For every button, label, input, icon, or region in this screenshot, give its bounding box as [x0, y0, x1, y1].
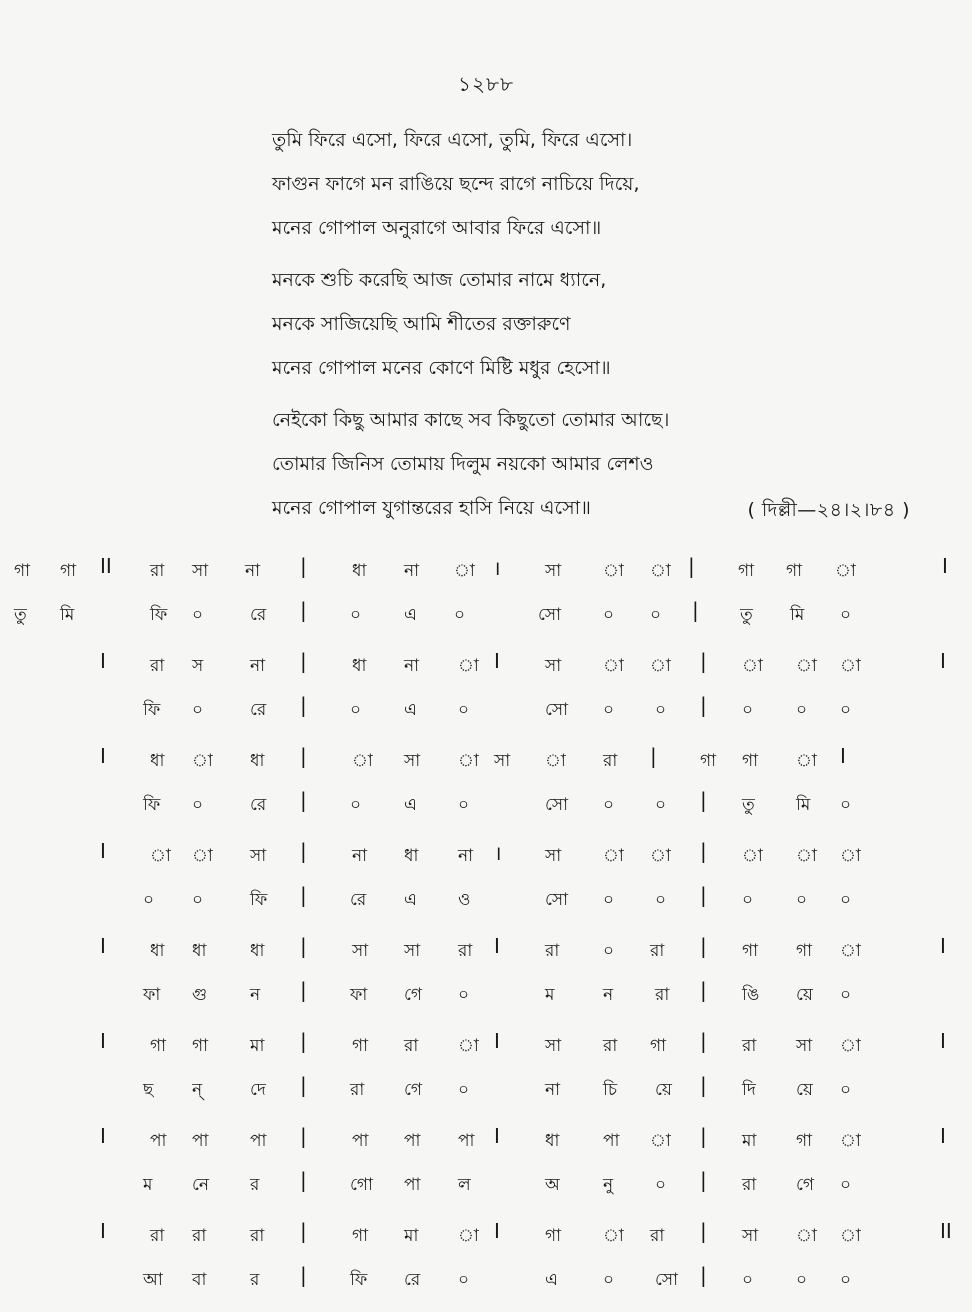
lyric-syllable: ০ [458, 1270, 470, 1290]
lyric-syllable: আ [143, 1270, 163, 1290]
lyric-syllable: দি [742, 1080, 756, 1100]
notation-note-row [0, 1118, 972, 1162]
bar-line: I [494, 1124, 500, 1148]
bar-line: | [700, 649, 707, 673]
note-symbol: া [840, 656, 861, 676]
note-symbol: রা [404, 1036, 419, 1056]
lyric-syllable: ০ [458, 1080, 470, 1100]
notation-note-row [0, 1023, 972, 1067]
bar-line: | [700, 1168, 707, 1192]
notation-note-row [0, 643, 972, 687]
lyric-syllable: নু [603, 1175, 614, 1195]
note-symbol: া [840, 1036, 861, 1056]
lyric-syllable: সো [545, 795, 569, 815]
note-symbol: ধা [250, 941, 265, 961]
bar-line: I [100, 649, 106, 673]
note-symbol: া [150, 846, 171, 866]
lyric-syllable: ফি [143, 795, 161, 815]
lyric-syllable: ফি [143, 700, 161, 720]
lyric-syllable: রে [250, 605, 267, 625]
lyric-syllable: ও [458, 890, 471, 910]
lyric-syllable: মি [796, 795, 811, 815]
lyric-syllable: বা [192, 1270, 207, 1290]
note-symbol: পা [150, 1131, 167, 1151]
lyric-syllable: নে [192, 1175, 210, 1195]
lyric-syllable: ০ [454, 605, 466, 625]
note-symbol: রা [742, 1036, 757, 1056]
lyric-syllable: এ [404, 890, 417, 910]
note-symbol: ধা [404, 846, 419, 866]
source-citation: ( দিল্লী—২৪।২।৮৪ ) [747, 499, 910, 521]
lyric-syllable: ০ [796, 700, 808, 720]
note-symbol: সা [404, 751, 421, 771]
note-symbol: া [742, 656, 763, 676]
bar-line: I [494, 649, 500, 673]
lyric-syllable: র [250, 1270, 260, 1290]
lyric-syllable: অ [545, 1175, 560, 1195]
notation-lyric-row [0, 1257, 972, 1301]
note-symbol: গা [796, 1131, 813, 1151]
lyric-syllable: ম [545, 985, 555, 1005]
note-symbol: া [650, 1131, 671, 1151]
lyric-syllable: ফি [250, 890, 268, 910]
notation-lyric-row [0, 782, 972, 826]
lyric-syllable: ০ [603, 890, 615, 910]
note-symbol: না [250, 656, 266, 676]
lyric-syllable: মি [60, 605, 75, 625]
lyric-syllable: ০ [143, 890, 155, 910]
lyric-syllable: ন [603, 985, 614, 1005]
notation-system [0, 643, 972, 738]
bar-line: II [940, 1219, 952, 1243]
stanza [272, 118, 912, 250]
bar-line: I [100, 1029, 106, 1053]
bar-line: | [300, 1124, 307, 1148]
lyric-syllable: য়ে [796, 1080, 813, 1100]
lyric-syllable: না [545, 1080, 561, 1100]
note-symbol: না [352, 846, 368, 866]
lyric-syllable: দে [250, 1080, 266, 1100]
note-symbol: মা [742, 1131, 757, 1151]
notation-system [0, 1118, 972, 1213]
note-symbol: গা [545, 1226, 562, 1246]
note-symbol: ধা [192, 941, 207, 961]
note-symbol: া [458, 656, 479, 676]
stanza [272, 258, 912, 390]
lyric-syllable: ০ [742, 700, 754, 720]
lyric-syllable: ০ [350, 700, 362, 720]
note-symbol: রা [250, 1226, 265, 1246]
note-symbol: গা [742, 751, 759, 771]
bar-line: | [700, 978, 707, 1002]
lyric-line: মনকে শুচি করেছি আজ তোমার নামে ধ্যানে, [272, 269, 607, 291]
note-symbol: া [192, 846, 213, 866]
note-symbol: না [404, 656, 420, 676]
bar-line: I [100, 934, 106, 958]
bar-line: | [300, 788, 307, 812]
lyric-syllable: ফা [143, 985, 161, 1005]
lyric-syllable: ফি [150, 605, 168, 625]
lyric-line: মনকে সাজিয়েছি আমি শীতের রক্তারুণে [272, 313, 571, 335]
note-symbol: া [352, 751, 373, 771]
lyric-syllable: ফি [350, 1270, 368, 1290]
lyric-syllable: রে [250, 795, 267, 815]
note-symbol: সা [742, 1226, 759, 1246]
note-symbol: া [835, 561, 856, 581]
lyric-syllable: ০ [655, 1175, 667, 1195]
lyric-line: তুমি ফিরে এসো, ফিরে এসো, তুমি, ফিরে এসো। [272, 129, 633, 151]
lyric-line: ফাগুন ফাগে মন রাঙিয়ে ছন্দে রাগে নাচিয়ে দিয়ে, [272, 173, 640, 195]
notation-note-row [0, 548, 972, 592]
lyric-syllable: ০ [458, 985, 470, 1005]
lyric-syllable: এ [545, 1270, 558, 1290]
note-symbol: া [192, 751, 213, 771]
note-symbol: গা [700, 751, 717, 771]
notation-note-row [0, 833, 972, 877]
bar-line: I [494, 1219, 500, 1243]
bar-line: | [700, 1263, 707, 1287]
note-symbol: ধা [352, 656, 367, 676]
lyric-syllable: গো [350, 1175, 373, 1195]
note-symbol: সা [796, 1036, 813, 1056]
note-symbol: গা [738, 561, 755, 581]
notation-system [0, 738, 972, 833]
bar-line: I [940, 1124, 946, 1148]
bar-line: I [940, 934, 946, 958]
lyric-syllable: ০ [840, 890, 852, 910]
note-symbol: ধা [250, 751, 265, 771]
lyric-syllable: ০ [350, 795, 362, 815]
lyric-line: মনের গোপাল মনের কোণে মিষ্টি মধুর হেসো॥ [272, 357, 611, 379]
notation-system [0, 928, 972, 1023]
lyric-syllable: সো [545, 700, 569, 720]
lyric-syllable: ফা [350, 985, 368, 1005]
note-symbol: রা [603, 1036, 618, 1056]
lyric-line: মনের গোপাল অনুরাগে আবার ফিরে এসো॥ [272, 217, 602, 239]
lyric-syllable: র [250, 1175, 260, 1195]
note-symbol: রা [545, 941, 560, 961]
lyric-syllable: রা [350, 1080, 365, 1100]
note-symbol: সা [352, 941, 369, 961]
lyric-syllable: ০ [603, 700, 615, 720]
lyric-syllable: রা [742, 1175, 757, 1195]
note-symbol: সা [494, 751, 511, 771]
note-symbol: া [742, 846, 763, 866]
notation-lyric-row [0, 972, 972, 1016]
bar-line: | [300, 883, 307, 907]
note-symbol: সা [250, 846, 267, 866]
notation-note-row [0, 928, 972, 972]
lyric-syllable: রে [350, 890, 367, 910]
lyric-syllable: ঙি [742, 985, 760, 1005]
note-symbol: ধা [545, 1131, 560, 1151]
lyric-syllable: ০ [655, 700, 667, 720]
note-symbol: না [404, 561, 420, 581]
lyric-syllable: ম [143, 1175, 153, 1195]
lyric-syllable: এ [404, 700, 417, 720]
note-symbol: া [650, 656, 671, 676]
note-symbol: া [796, 1226, 817, 1246]
lyric-syllable: গে [404, 985, 423, 1005]
page-number: ১২৮৮ [458, 72, 514, 96]
lyric-syllable: ০ [603, 605, 615, 625]
bar-line: I [100, 839, 106, 863]
lyric-syllable: রা [655, 985, 670, 1005]
note-symbol: পা [192, 1131, 209, 1151]
note-symbol: পা [352, 1131, 369, 1151]
note-symbol: ০ [603, 941, 615, 961]
bar-line: | [700, 693, 707, 717]
bar-line: I [100, 744, 106, 768]
bar-line: | [300, 1263, 307, 1287]
lyric-syllable: ০ [840, 985, 852, 1005]
lyric-syllable: ০ [655, 795, 667, 815]
lyric-line: তোমার জিনিস তোমায় দিলুম নয়কো আমার লেশও [272, 453, 654, 475]
note-symbol: া [840, 1131, 861, 1151]
lyric-syllable: রে [404, 1270, 421, 1290]
bar-line: | [300, 1219, 307, 1243]
lyric-syllable: য়ে [655, 1080, 672, 1100]
note-symbol: া [603, 846, 624, 866]
note-symbol: া [840, 1226, 861, 1246]
bar-line: | [300, 839, 307, 863]
note-symbol: রা [650, 1226, 665, 1246]
lyric-syllable: ০ [840, 605, 852, 625]
note-symbol: গা [60, 561, 77, 581]
note-symbol: মা [250, 1036, 265, 1056]
note-symbol: া [458, 1036, 479, 1056]
lyric-line: নেইকো কিছু আমার কাছে সব কিছুতো তোমার আছে। [272, 409, 670, 431]
note-symbol: পা [603, 1131, 620, 1151]
note-symbol: া [458, 751, 479, 771]
note-symbol: া [458, 1226, 479, 1246]
notation-lyric-row [0, 1162, 972, 1206]
bar-line: | [650, 744, 657, 768]
notation-note-row [0, 738, 972, 782]
bar-line: I [942, 554, 948, 578]
lyric-syllable: ন্ [192, 1080, 203, 1100]
lyric-syllable: সো [655, 1270, 679, 1290]
lyric-syllable: ০ [655, 890, 667, 910]
lyric-syllable: ০ [350, 605, 362, 625]
lyric-syllable: সো [538, 605, 562, 625]
note-symbol: া [454, 561, 475, 581]
bar-line: | [688, 554, 695, 578]
lyric-syllable: তু [742, 795, 755, 815]
lyric-syllable: ০ [458, 795, 470, 815]
lyric-syllable: ০ [840, 795, 852, 815]
note-symbol: রা [150, 656, 165, 676]
lyric-syllable: ন [250, 985, 261, 1005]
lyric-syllable: ০ [840, 1270, 852, 1290]
note-symbol: না [458, 846, 474, 866]
lyric-syllable: ০ [796, 1270, 808, 1290]
note-symbol: া [603, 561, 624, 581]
lyric-syllable: সো [545, 890, 569, 910]
bar-line: | [700, 1029, 707, 1053]
note-symbol: সা [404, 941, 421, 961]
lyric-syllable: ০ [458, 700, 470, 720]
note-symbol: রা [150, 561, 165, 581]
note-symbol: া [796, 656, 817, 676]
note-symbol: সা [545, 1036, 562, 1056]
note-symbol: ধা [150, 751, 165, 771]
lyric-syllable: রে [250, 700, 267, 720]
notation-block [0, 548, 972, 1308]
bar-line: | [700, 788, 707, 812]
bar-line: | [300, 1073, 307, 1097]
bar-line: | [300, 934, 307, 958]
note-symbol: গা [796, 941, 813, 961]
bar-line: | [300, 598, 307, 622]
lyric-syllable: ০ [840, 1175, 852, 1195]
note-symbol: স [192, 656, 204, 676]
note-symbol: না [245, 561, 261, 581]
lyric-syllable: ০ [742, 1270, 754, 1290]
bar-line: | [700, 1073, 707, 1097]
lyric-syllable: মি [790, 605, 805, 625]
bar-line: | [300, 693, 307, 717]
lyric-syllable: য়ে [796, 985, 813, 1005]
note-symbol: গা [742, 941, 759, 961]
note-symbol: া [603, 656, 624, 676]
bar-line: | [300, 649, 307, 673]
bar-line: I [840, 744, 846, 768]
bar-line: | [300, 1168, 307, 1192]
note-symbol: পা [250, 1131, 267, 1151]
lyric-syllable: ০ [192, 890, 204, 910]
note-symbol: গা [352, 1226, 369, 1246]
bar-line: | [300, 1029, 307, 1053]
bar-line: | [300, 978, 307, 1002]
lyric-syllable: এ [404, 795, 417, 815]
note-symbol: পা [404, 1131, 421, 1151]
note-symbol: া [603, 1226, 624, 1246]
note-symbol: সা [545, 846, 562, 866]
bar-line: | [700, 1124, 707, 1148]
note-symbol: সা [545, 656, 562, 676]
notation-system [0, 548, 972, 643]
notation-system [0, 1023, 972, 1118]
bar-line: I [494, 934, 500, 958]
lyric-syllable: ০ [742, 890, 754, 910]
notation-system [0, 833, 972, 928]
bar-line: II [100, 554, 112, 578]
lyric-syllable: গু [192, 985, 208, 1005]
notation-lyric-row [0, 1067, 972, 1111]
note-symbol: মা [404, 1226, 419, 1246]
lyric-syllable: ০ [650, 605, 662, 625]
note-symbol: া [796, 846, 817, 866]
bar-line: | [700, 839, 707, 863]
lyric-syllable: ০ [192, 605, 204, 625]
lyric-syllable: ০ [603, 1270, 615, 1290]
note-symbol: সা [545, 561, 562, 581]
lyric-syllable: তু [740, 605, 753, 625]
note-symbol: রা [603, 751, 618, 771]
bar-line: I [940, 1029, 946, 1053]
bar-line: | [700, 934, 707, 958]
lyric-syllable: ছ [143, 1080, 154, 1100]
bar-line: I [494, 1029, 500, 1053]
lyric-syllable: পা [404, 1175, 421, 1195]
lyrics-block [272, 118, 912, 538]
lyric-syllable: এ [404, 605, 417, 625]
bar-line: | [300, 554, 307, 578]
lyric-syllable: তু [14, 605, 27, 625]
notation-system [0, 1213, 972, 1308]
notation-lyric-row [0, 877, 972, 921]
note-symbol: া [840, 846, 861, 866]
lyric-syllable: ল [458, 1175, 471, 1195]
notation-lyric-row [0, 592, 972, 636]
lyric-line: মনের গোপাল যুগান্তরের হাসি নিয়ে এসো॥ [272, 497, 591, 519]
note-symbol: গা [786, 561, 803, 581]
bar-line: । [493, 556, 501, 580]
note-symbol: গা [352, 1036, 369, 1056]
note-symbol: পা [458, 1131, 475, 1151]
lyric-syllable: ০ [192, 700, 204, 720]
note-symbol: গা [14, 561, 31, 581]
lyric-syllable: ০ [192, 795, 204, 815]
note-symbol: রা [458, 941, 473, 961]
lyric-syllable: ০ [603, 795, 615, 815]
note-symbol: রা [650, 941, 665, 961]
note-symbol: ধা [352, 561, 367, 581]
bar-line: I [100, 1219, 106, 1243]
lyric-syllable: চি [603, 1080, 618, 1100]
lyric-syllable: গে [404, 1080, 423, 1100]
bar-line: | [300, 744, 307, 768]
bar-line: | [700, 883, 707, 907]
bar-line: I [100, 1124, 106, 1148]
lyric-syllable: গে [796, 1175, 815, 1195]
note-symbol: া [840, 941, 861, 961]
note-symbol: গা [192, 1036, 209, 1056]
note-symbol: া [796, 751, 817, 771]
notation-note-row [0, 1213, 972, 1257]
lyric-syllable: ০ [840, 700, 852, 720]
bar-line: | [692, 598, 699, 622]
note-symbol: সা [192, 561, 209, 581]
note-symbol: া [650, 561, 671, 581]
note-symbol: গা [650, 1036, 667, 1056]
bar-line: I [940, 649, 946, 673]
notation-lyric-row [0, 687, 972, 731]
note-symbol: গা [150, 1036, 167, 1056]
note-symbol: া [650, 846, 671, 866]
note-symbol: ধা [150, 941, 165, 961]
bar-line: | [700, 1219, 707, 1243]
lyric-syllable: ০ [796, 890, 808, 910]
note-symbol: রা [150, 1226, 165, 1246]
lyric-syllable: ০ [840, 1080, 852, 1100]
note-symbol: রা [192, 1226, 207, 1246]
bar-line: । [494, 841, 502, 865]
note-symbol: া [545, 751, 566, 771]
